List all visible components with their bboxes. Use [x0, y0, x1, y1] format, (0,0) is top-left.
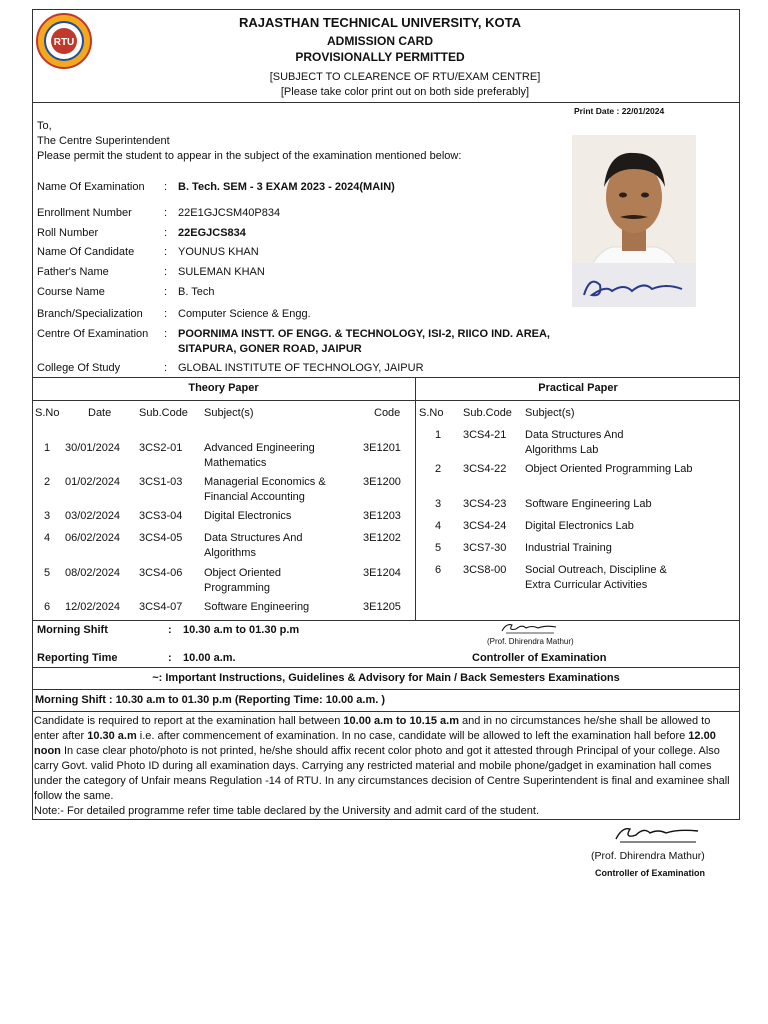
table-row-date: 30/01/2024	[65, 442, 121, 454]
detail-colon: :	[164, 308, 168, 320]
detail-colon: :	[164, 207, 168, 219]
detail-label: Enrollment Number	[37, 207, 132, 219]
list-item-sno: 2	[435, 463, 442, 475]
permission-status: PROVISIONALLY PERMITTED	[295, 50, 465, 64]
detail-value-candidate: YOUNUS KHAN	[178, 246, 259, 258]
list-item-subject: Social Outreach, Discipline & Extra Curricular Activities	[525, 564, 667, 591]
list-item-subject: Data Structures And Algorithms Lab	[525, 429, 624, 456]
card-title: ADMISSION CARD	[326, 34, 433, 48]
detail-value-branch: Computer Science & Engg.	[178, 308, 311, 320]
instr-text: i.e. after commencement of examination. In no case, candidate will be allowed to left the examination hall before	[136, 730, 689, 742]
list-item-subject: Object Oriented Programming Lab	[525, 463, 693, 475]
table-row-date: 03/02/2024	[65, 510, 121, 522]
clearance-note: [SUBJECT TO CLEARENCE OF RTU/EXAM CENTRE]	[269, 71, 541, 83]
controller-signature	[612, 823, 702, 845]
controller-title-small: Controller of Examination	[472, 652, 607, 664]
list-item-sno: 4	[435, 520, 442, 532]
instr-bold-time: 10.00 a.m to 10.15 a.m	[343, 715, 459, 727]
list-item-subcode: 3CS8-00	[463, 564, 507, 576]
instructions-heading: ~: Important Instructions, Guidelines & Advisory for Main / Back Semesters Examinations	[152, 672, 620, 684]
detail-colon: :	[164, 362, 168, 374]
practical-header-subject: Subject(s)	[525, 407, 575, 419]
practical-title: Practical Paper	[538, 382, 618, 394]
instr-bold-time: 10.30 a.m	[87, 730, 137, 742]
detail-label: Name Of Candidate	[37, 246, 135, 258]
detail-value-college: GLOBAL INSTITUTE OF TECHNOLOGY, JAIPUR	[178, 362, 424, 374]
svg-text:RTU: RTU	[53, 37, 75, 48]
table-row-sno: 3	[44, 510, 51, 522]
detail-value-centre: POORNIMA INSTT. OF ENGG. & TECHNOLOGY, ISI-2, RIICO IND. AREA, SITAPURA, GONER ROAD, JAIPUR	[178, 328, 550, 355]
table-row-subcode: 3CS4-05	[139, 532, 183, 544]
list-item-sno: 5	[435, 542, 442, 554]
table-row-code: 3E1202	[363, 532, 401, 544]
detail-label: Centre Of Examination	[37, 328, 149, 340]
candidate-photo	[572, 135, 696, 307]
morning-shift-label: Morning Shift	[37, 624, 108, 636]
instr-text: In case clear photo/photo is not printed, he/she should affix recent color photo and got it attested through Principal of your college. Also carry Govt. valid Photo ID during all examination days. Carrying any restricted material and mobile phone/gadget in examination hall comes under the category of Unfair means Regulation -14 of RTU. In any circumstances decision of Centre Superintendent is final and examinee shall follow the same.	[34, 745, 730, 802]
theory-header-code: Code	[374, 407, 401, 419]
reporting-time-value: 10.00 a.m.	[183, 652, 236, 664]
university-name: RAJASTHAN TECHNICAL UNIVERSITY, KOTA	[239, 15, 521, 30]
table-row-subject: Data Structures And Algorithms	[204, 532, 303, 559]
theory-header-date: Date	[88, 407, 112, 419]
instr-note: Note:- For detailed programme refer time table declared by the University and admit card of the student.	[34, 805, 540, 817]
print-instruction: [Please take color print out on both side preferably]	[280, 86, 530, 98]
detail-colon: :	[164, 246, 168, 258]
controller-signature-small	[500, 621, 560, 635]
table-row-subcode: 3CS4-07	[139, 601, 183, 613]
salutation-to: To,	[37, 120, 52, 132]
shift-colon: :	[168, 624, 172, 636]
detail-label: Father's Name	[37, 266, 109, 278]
print-date: Print Date : 22/01/2024	[574, 106, 665, 116]
instr-bold-time: 12.00 noon	[34, 730, 716, 757]
instructions-body	[34, 714, 738, 819]
table-row-code: 3E1201	[363, 442, 401, 454]
table-row-sno: 4	[44, 532, 51, 544]
instructions-shift-line: Morning Shift : 10.30 a.m to 01.30 p.m (Reporting Time: 10.00 a.m. )	[35, 694, 386, 706]
table-row-date: 01/02/2024	[65, 476, 121, 488]
table-row-date: 06/02/2024	[65, 532, 121, 544]
detail-label: Branch/Specialization	[37, 308, 143, 320]
detail-value-exam: B. Tech. SEM - 3 EXAM 2023 - 2024(MAIN)	[178, 181, 395, 193]
table-row-subject: Object Oriented Programming	[204, 567, 282, 594]
table-row-subcode: 3CS2-01	[139, 442, 183, 454]
detail-value-enrollment: 22E1GJCSM40P834	[178, 207, 281, 219]
table-row-code: 3E1203	[363, 510, 401, 522]
list-item-subject: Industrial Training	[525, 542, 612, 554]
controller-title: Controller of Examination	[595, 868, 706, 878]
table-row-subject: Software Engineering	[204, 601, 310, 613]
list-item-sno: 1	[435, 429, 442, 441]
detail-colon: :	[164, 328, 168, 340]
list-item-sno: 3	[435, 498, 442, 510]
table-row-sno: 1	[44, 442, 51, 454]
list-item-sno: 6	[435, 564, 442, 576]
detail-value-roll: 22EGJCS834	[178, 227, 246, 239]
controller-name: (Prof. Dhirendra Mathur)	[591, 850, 705, 862]
list-item-subcode: 3CS7-30	[463, 542, 507, 554]
table-row-date: 12/02/2024	[65, 601, 121, 613]
table-row-subcode: 3CS4-06	[139, 567, 183, 579]
instr-text: Candidate is required to report at the examination hall between	[34, 715, 344, 727]
detail-colon: :	[164, 181, 168, 193]
table-row-sno: 2	[44, 476, 51, 488]
theory-header-subcode: Sub.Code	[139, 407, 188, 419]
signature-text	[630, 296, 633, 297]
controller-name-small: (Prof. Dhirendra Mathur)	[487, 637, 574, 646]
table-row-date: 08/02/2024	[65, 567, 121, 579]
practical-header-subcode: Sub.Code	[463, 407, 512, 419]
table-row-subject: Managerial Economics & Financial Accounting	[204, 476, 326, 503]
detail-value-father: SULEMAN KHAN	[178, 266, 265, 278]
practical-header-sno: S.No	[419, 407, 444, 419]
table-row-code: 3E1200	[363, 476, 401, 488]
detail-colon: :	[164, 266, 168, 278]
table-row-code: 3E1204	[363, 567, 401, 579]
reporting-time-label: Reporting Time	[37, 652, 118, 664]
table-row-sno: 5	[44, 567, 51, 579]
list-item-subject: Software Engineering Lab	[525, 498, 652, 510]
detail-colon: :	[164, 286, 168, 298]
theory-header-subject: Subject(s)	[204, 407, 254, 419]
list-item-subject: Digital Electronics Lab	[525, 520, 634, 532]
list-item-subcode: 3CS4-24	[463, 520, 507, 532]
detail-label: College Of Study	[37, 362, 121, 374]
salutation-request: Please permit the student to appear in the subject of the examination mentioned below:	[37, 150, 462, 162]
theory-header-sno: S.No	[35, 407, 60, 419]
list-item-subcode: 3CS4-22	[463, 463, 507, 475]
table-row-code: 3E1205	[363, 601, 401, 613]
detail-value-course: B. Tech	[178, 286, 215, 298]
detail-label: Name Of Examination	[37, 181, 145, 193]
table-row-subcode: 3CS1-03	[139, 476, 183, 488]
morning-shift-value: 10.30 a.m to 01.30 p.m	[183, 624, 300, 636]
theory-title: Theory Paper	[188, 382, 259, 394]
table-row-subject: Digital Electronics	[204, 510, 292, 522]
instr-text: and in no circumstances he/she shall be allowed to enter after	[34, 715, 711, 742]
list-item-subcode: 3CS4-21	[463, 429, 507, 441]
shift-colon: :	[168, 652, 172, 664]
university-logo	[35, 12, 93, 70]
list-item-subcode: 3CS4-23	[463, 498, 507, 510]
table-row-subject: Advanced Engineering Mathematics	[204, 442, 315, 469]
salutation-superintendent: The Centre Superintendent	[37, 135, 170, 147]
table-row-subcode: 3CS3-04	[139, 510, 183, 522]
detail-label: Course Name	[37, 286, 105, 298]
detail-label: Roll Number	[37, 227, 99, 239]
detail-colon: :	[164, 227, 168, 239]
table-row-sno: 6	[44, 601, 51, 613]
